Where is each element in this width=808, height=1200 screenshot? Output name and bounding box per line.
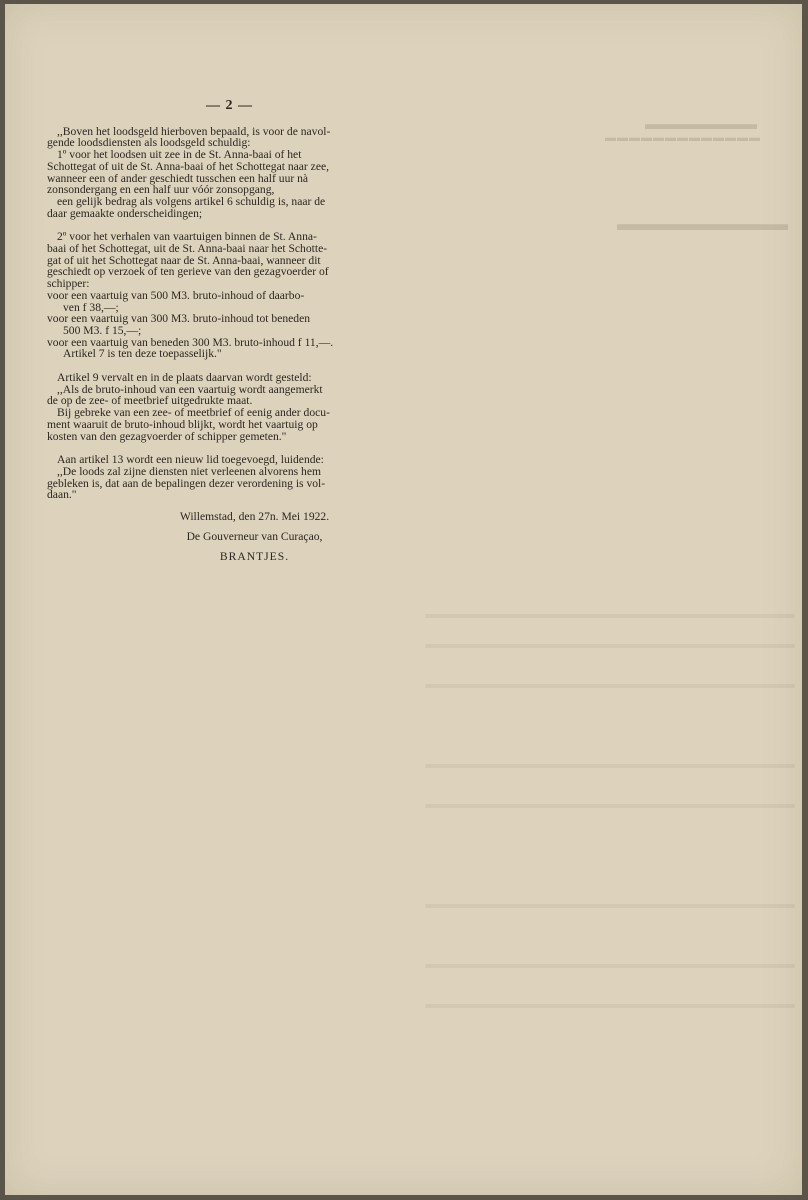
bleed-through-line (425, 1004, 795, 1008)
page-number: — 2 — (206, 98, 253, 113)
document-page (5, 4, 802, 1195)
bleed-through-line (425, 684, 795, 688)
signature-block (47, 511, 412, 562)
signatory-name: BRANTJES. (219, 549, 290, 563)
bleed-through-line (425, 904, 795, 908)
bleed-through-line (425, 964, 795, 968)
bleed-through-text: ▬▬▬▬▬▬▬▬▬▬▬▬▬ (605, 132, 761, 144)
bleed-through-text: ▬▬▬▬▬▬▬▬▬ (617, 214, 788, 235)
paragraph-3: Artikel 9 vervalt en in de plaats daarvan wordt gesteld: ,,Als de bruto-inhoud van een vaartuig wordt aangemerkt de op de zee- of meetbrief uitgedrukte maat. Bij gebreke van een zee- of meetbrief of eenig ander docu- ment waaruit de bruto-inhoud blijkt, wordt het vaartuig op kosten van den gezagvoerder of schipper gemeten." (47, 371, 330, 443)
paragraph-1: ,,Boven het loodsgeld hierboven bepaald, is voor de navol- gende loodsdiensten als loodsgeld schuldig: 1º voor het loodsen uit zee in de St. Anna-baai of het Schottegat of uit de St. Anna-baai of het Schottegat naar zee, wanneer een of ander geschiedt tusschen een half uur nà zonsondergang en een half uur vóór zonsopgang, een gelijk bedrag als volgens artikel 6 schuldig is, naar de daar gemaakte onderscheidingen; (47, 124, 331, 220)
signatory-title: De Gouverneur van Curaçao, (186, 529, 323, 543)
bleed-through-line (425, 644, 795, 648)
place-date: Willemstad, den 27n. Mei 1922. (179, 510, 330, 524)
bleed-through-line (425, 614, 795, 618)
bleed-through-text: ▬▬▬▬▬▬▬ (645, 116, 757, 133)
paragraph-4: Aan artikel 13 wordt een nieuw lid toegevoegd, luidende: ,,De loods zal zijne diensten niet verleenen alvorens hem gebleken is, dat aan de bepalingen dezer verordening is vol- daan." (47, 453, 326, 502)
bleed-through-line (425, 764, 795, 768)
bleed-through-line (425, 804, 795, 808)
paragraph-2: 2º voor het verhalen van vaartuigen binnen de St. Anna- baai of het Schottegat, uit de St. Anna-baai naar het Schotte- gat of uit het Schottegat naar de St. Anna-baai, wanneer dit geschiedt op verzoek of ten gerieve van den gezagvoerder of schipper: voor een vaartuig van 500 M3. bruto-inhoud of daarbo- ven f 38,—; voor een vaartuig van 300 M3. bruto-inhoud tot beneden 500 M3. f 15,—; voor een vaartuig van beneden 300 M3. bruto-inhoud f 11,—. Artikel 7 is ten deze toepasselijk." (47, 230, 334, 361)
text-column (47, 100, 412, 570)
